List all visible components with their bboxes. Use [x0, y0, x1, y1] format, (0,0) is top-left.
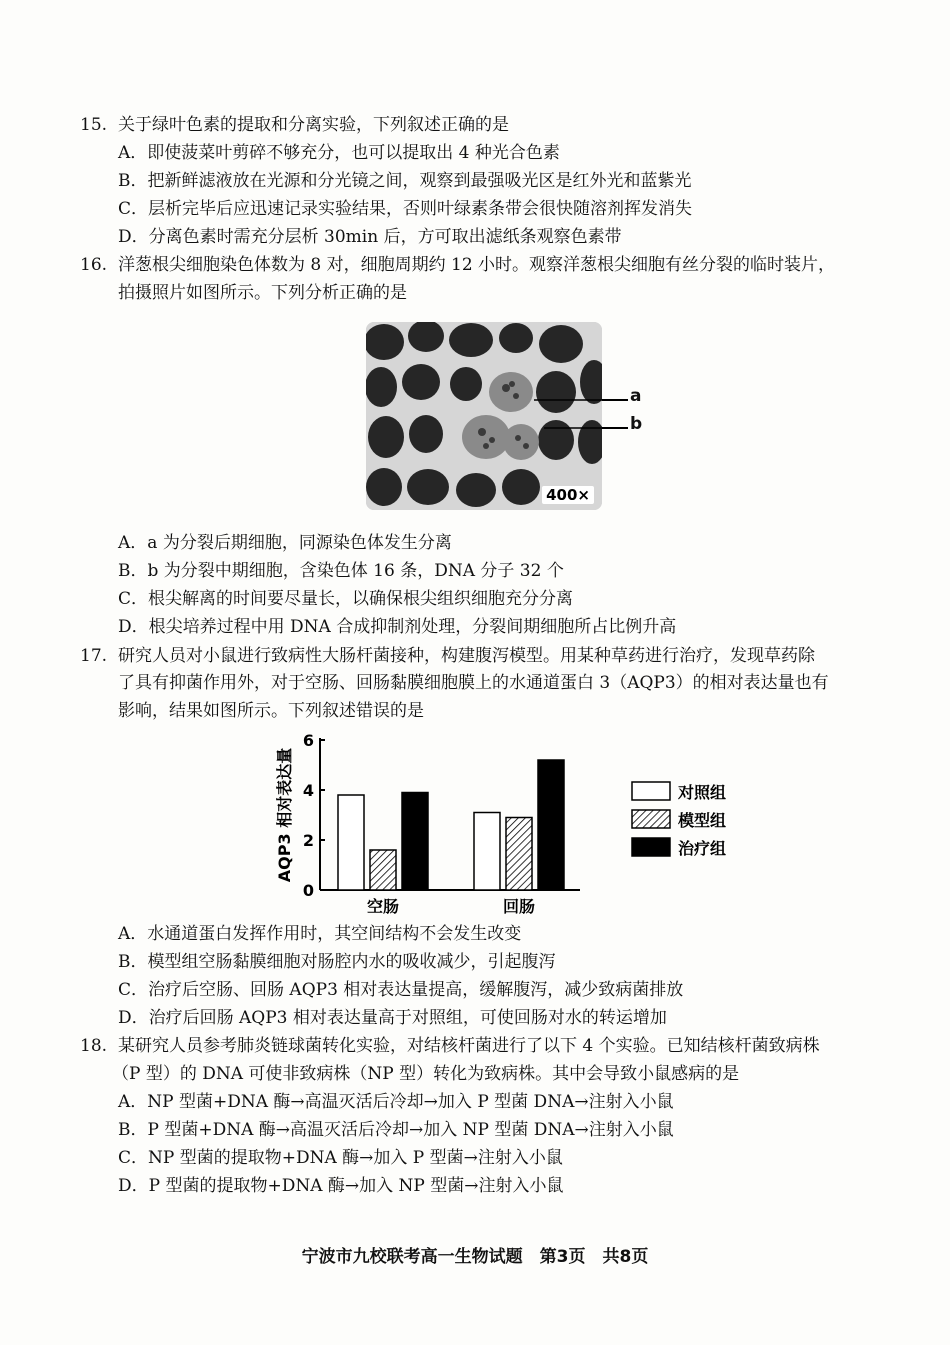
bar-black	[402, 793, 428, 891]
micrograph-image	[366, 322, 602, 510]
label-a: a	[630, 386, 642, 406]
legend-swatch	[632, 782, 670, 800]
question-stem-line-1: 某研究人员参考肺炎链球菌转化实验，对结核杆菌进行了以下 4 个实验。已知结核杆菌致病株	[118, 1036, 820, 1056]
bar-white	[474, 813, 500, 891]
question-stem-line-1: 洋葱根尖细胞染色体数为 8 对，细胞周期约 12 小时。观察洋葱根尖细胞有丝分裂的临时装片，	[118, 255, 836, 275]
option-b: B．把新鲜滤液放在光源和分光镜之间，观察到最强吸光区是红外光和蓝紫光	[118, 171, 692, 191]
question-stem-line-2: 了具有抑菌作用外，对于空肠、回肠黏膜细胞膜上的水通道蛋白 3（AQP3）的相对表达量也有	[118, 673, 829, 693]
question-number: 15.	[80, 115, 108, 135]
bar-hatched	[506, 818, 532, 891]
y-tick-label: 2	[302, 831, 314, 850]
legend-swatch	[632, 838, 670, 856]
option-b: B．b 为分裂中期细胞，含染色体 16 条，DNA 分子 32 个	[118, 561, 564, 581]
question-stem-line-1: 研究人员对小鼠进行致病性大肠杆菌接种，构建腹泻模型。用某种草药进行治疗，发现草药除	[118, 646, 815, 666]
question-stem-line-2: （P 型）的 DNA 可使非致病株（NP 型）转化为致病株。其中会导致小鼠感病的是	[112, 1064, 740, 1084]
option-d: D．治疗后回肠 AQP3 相对表达量高于对照组，可使回肠对水的转运增加	[118, 1008, 667, 1028]
y-tick-label: 0	[302, 881, 314, 900]
bar-hatched	[370, 850, 396, 890]
aqp3-bar-chart	[260, 722, 760, 922]
option-c: C．治疗后空肠、回肠 AQP3 相对表达量提高，缓解腹泻，减少致病菌排放	[118, 980, 684, 1000]
option-d: D．根尖培养过程中用 DNA 合成抑制剂处理，分裂间期细胞所占比例升高	[118, 617, 677, 637]
legend-swatch	[632, 810, 670, 828]
option-b: B．模型组空肠黏膜细胞对肠腔内水的吸收减少，引起腹泻	[118, 952, 556, 972]
y-tick-label: 4	[302, 781, 314, 800]
pointer-line-a	[602, 399, 628, 401]
option-a: A．水通道蛋白发挥作用时，其空间结构不会发生改变	[118, 924, 522, 944]
bar-black	[538, 760, 564, 890]
question-number: 16.	[80, 255, 108, 275]
label-b: b	[630, 414, 643, 434]
legend-label: 对照组	[678, 783, 727, 802]
question-stem: 关于绿叶色素的提取和分离实验，下列叙述正确的是	[118, 115, 509, 135]
question-stem-line-2: 拍摄照片如图所示。下列分析正确的是	[118, 283, 407, 303]
question-number: 18.	[80, 1036, 108, 1056]
x-category-label: 空肠	[366, 897, 400, 916]
magnification-label: 400×	[542, 486, 594, 504]
option-c: C．根尖解离的时间要尽量长，以确保根尖组织细胞充分分离	[118, 589, 574, 609]
micrograph-cells	[366, 322, 602, 510]
option-c: C．NP 型菌的提取物+DNA 酶→加入 P 型菌→注射入小鼠	[118, 1148, 563, 1168]
page-footer: 宁波市九校联考高一生物试题 第3页 共8页	[301, 1247, 649, 1267]
legend-label: 治疗组	[678, 839, 727, 858]
option-d: D．P 型菌的提取物+DNA 酶→加入 NP 型菌→注射入小鼠	[118, 1176, 564, 1196]
question-stem-line-3: 影响，结果如图所示。下列叙述错误的是	[118, 701, 424, 721]
y-axis-label: AQP3 相对表达量	[275, 747, 294, 883]
pointer-line-b	[602, 427, 628, 429]
bar-white	[338, 795, 364, 890]
question-number: 17.	[80, 646, 108, 666]
option-a: A．NP 型菌+DNA 酶→高温灭活后冷却→加入 P 型菌 DNA→注射入小鼠	[118, 1092, 674, 1112]
option-b: B．P 型菌+DNA 酶→高温灭活后冷却→加入 NP 型菌 DNA→注射入小鼠	[118, 1120, 674, 1140]
option-c: C．层析完毕后应迅速记录实验结果，否则叶绿素条带会很快随溶剂挥发消失	[118, 199, 693, 219]
option-d: D．分离色素时需充分层析 30min 后，方可取出滤纸条观察色素带	[118, 227, 622, 247]
x-category-label: 回肠	[502, 897, 536, 916]
y-tick-label: 6	[302, 731, 314, 750]
option-a: A．即使菠菜叶剪碎不够充分，也可以提取出 4 种光合色素	[118, 143, 560, 163]
option-a: A．a 为分裂后期细胞，同源染色体发生分离	[118, 533, 452, 553]
legend-label: 模型组	[678, 811, 727, 830]
